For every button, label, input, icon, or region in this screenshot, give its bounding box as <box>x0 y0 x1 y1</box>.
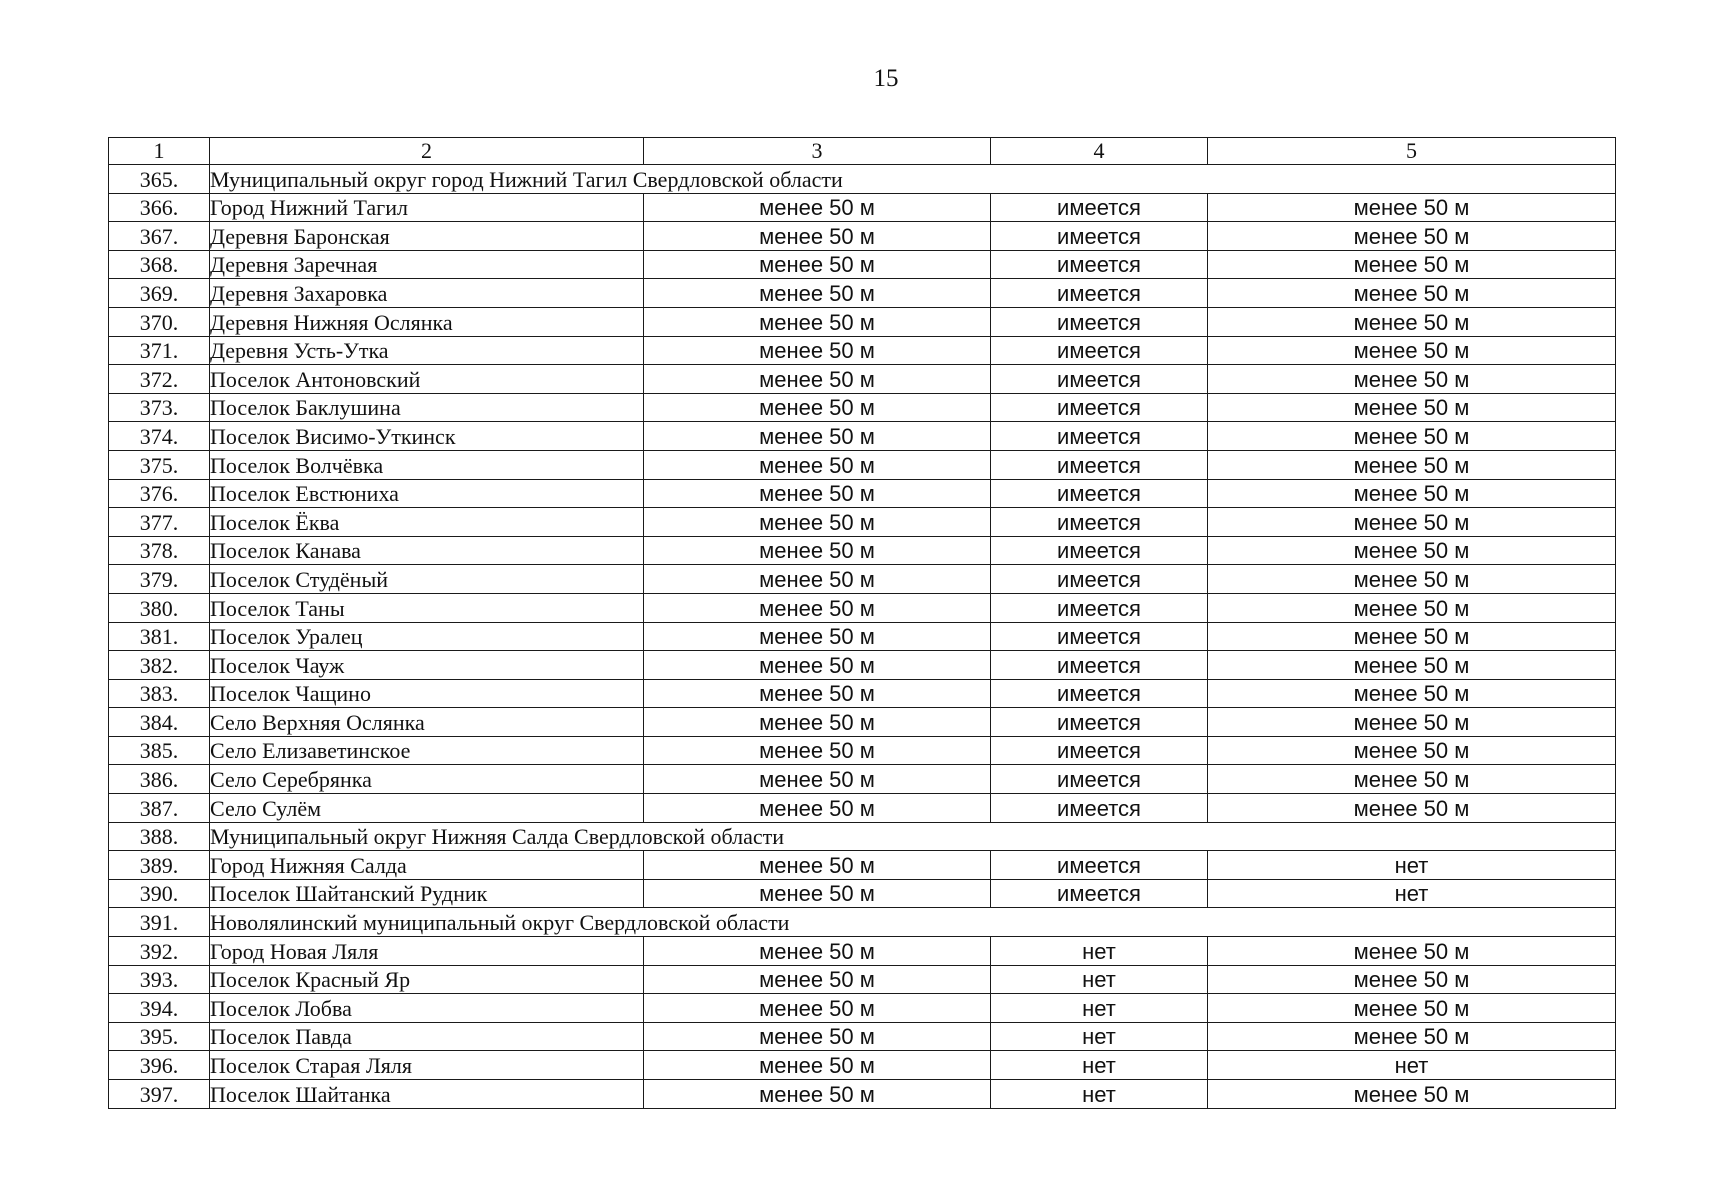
table-row <box>109 1051 1616 1080</box>
column-4-value: имеется <box>991 879 1208 908</box>
table-row <box>109 365 1616 394</box>
column-4-value: имеется <box>991 622 1208 651</box>
column-4-value: нет <box>991 965 1208 994</box>
column-5-value: менее 50 м <box>1208 622 1616 651</box>
column-4-value: имеется <box>991 794 1208 823</box>
section-row <box>109 165 1616 194</box>
column-4-value: имеется <box>991 307 1208 336</box>
row-number: 384. <box>109 708 210 737</box>
column-4-value: имеется <box>991 851 1208 880</box>
settlement-name: Поселок Павда <box>210 1022 644 1051</box>
table-row <box>109 879 1616 908</box>
column-header: 1 <box>109 138 210 165</box>
column-3-value: менее 50 м <box>644 879 991 908</box>
column-4-value: имеется <box>991 365 1208 394</box>
column-3-value: менее 50 м <box>644 250 991 279</box>
table-row <box>109 622 1616 651</box>
column-4-value: имеется <box>991 565 1208 594</box>
column-4-value: нет <box>991 1080 1208 1109</box>
column-5-value: менее 50 м <box>1208 965 1616 994</box>
row-number: 392. <box>109 937 210 966</box>
row-number: 371. <box>109 336 210 365</box>
settlement-name: Село Сулём <box>210 794 644 823</box>
column-3-value: менее 50 м <box>644 736 991 765</box>
settlement-name: Поселок Красный Яр <box>210 965 644 994</box>
row-number: 380. <box>109 593 210 622</box>
settlement-name: Деревня Усть-Утка <box>210 336 644 365</box>
row-number: 388. <box>109 822 210 851</box>
column-5-value: нет <box>1208 879 1616 908</box>
row-number: 369. <box>109 279 210 308</box>
column-3-value: менее 50 м <box>644 565 991 594</box>
settlement-name: Поселок Студёный <box>210 565 644 594</box>
table-row <box>109 593 1616 622</box>
column-3-value: менее 50 м <box>644 393 991 422</box>
column-header: 4 <box>991 138 1208 165</box>
section-title: Муниципальный округ город Нижний Тагил Свердловской области <box>210 165 1616 194</box>
column-5-value: менее 50 м <box>1208 651 1616 680</box>
settlement-name: Город Нижний Тагил <box>210 193 644 222</box>
column-4-value: имеется <box>991 279 1208 308</box>
settlement-name: Поселок Шайтанка <box>210 1080 644 1109</box>
table-row <box>109 736 1616 765</box>
column-5-value: менее 50 м <box>1208 393 1616 422</box>
column-4-value: имеется <box>991 193 1208 222</box>
column-3-value: менее 50 м <box>644 794 991 823</box>
row-number: 373. <box>109 393 210 422</box>
column-5-value: менее 50 м <box>1208 679 1616 708</box>
column-4-value: имеется <box>991 222 1208 251</box>
settlement-name: Деревня Заречная <box>210 250 644 279</box>
column-3-value: менее 50 м <box>644 851 991 880</box>
settlement-name: Поселок Шайтанский Рудник <box>210 879 644 908</box>
column-4-value: нет <box>991 1022 1208 1051</box>
column-5-value: менее 50 м <box>1208 1080 1616 1109</box>
settlement-name: Поселок Старая Ляля <box>210 1051 644 1080</box>
settlement-name: Поселок Канава <box>210 536 644 565</box>
column-5-value: менее 50 м <box>1208 479 1616 508</box>
settlement-name: Поселок Таны <box>210 593 644 622</box>
row-number: 397. <box>109 1080 210 1109</box>
column-5-value: менее 50 м <box>1208 307 1616 336</box>
table-row <box>109 279 1616 308</box>
column-3-value: менее 50 м <box>644 679 991 708</box>
table-row <box>109 994 1616 1023</box>
column-5-value: менее 50 м <box>1208 736 1616 765</box>
column-4-value: имеется <box>991 508 1208 537</box>
row-number: 379. <box>109 565 210 594</box>
section-row <box>109 822 1616 851</box>
table-row <box>109 1022 1616 1051</box>
table-row <box>109 851 1616 880</box>
column-4-value: имеется <box>991 736 1208 765</box>
row-number: 395. <box>109 1022 210 1051</box>
settlement-name: Поселок Чауж <box>210 651 644 680</box>
row-number: 368. <box>109 250 210 279</box>
table-row <box>109 565 1616 594</box>
column-5-value: менее 50 м <box>1208 193 1616 222</box>
table-row <box>109 1080 1616 1109</box>
column-3-value: менее 50 м <box>644 222 991 251</box>
column-4-value: нет <box>991 937 1208 966</box>
table-row <box>109 393 1616 422</box>
row-number: 385. <box>109 736 210 765</box>
row-number: 366. <box>109 193 210 222</box>
row-number: 372. <box>109 365 210 394</box>
column-4-value: имеется <box>991 765 1208 794</box>
column-3-value: менее 50 м <box>644 622 991 651</box>
settlement-name: Поселок Ёква <box>210 508 644 537</box>
section-row <box>109 908 1616 937</box>
column-3-value: менее 50 м <box>644 1022 991 1051</box>
column-3-value: менее 50 м <box>644 422 991 451</box>
column-3-value: менее 50 м <box>644 994 991 1023</box>
column-3-value: менее 50 м <box>644 1051 991 1080</box>
column-4-value: имеется <box>991 536 1208 565</box>
column-4-value: имеется <box>991 422 1208 451</box>
column-4-value: имеется <box>991 708 1208 737</box>
column-4-value: имеется <box>991 250 1208 279</box>
table-row <box>109 307 1616 336</box>
column-5-value: менее 50 м <box>1208 422 1616 451</box>
column-5-value: нет <box>1208 1051 1616 1080</box>
settlement-name: Поселок Лобва <box>210 994 644 1023</box>
row-number: 378. <box>109 536 210 565</box>
section-title: Новолялинский муниципальный округ Свердловской области <box>210 908 1616 937</box>
table-row <box>109 651 1616 680</box>
column-5-value: менее 50 м <box>1208 765 1616 794</box>
column-3-value: менее 50 м <box>644 336 991 365</box>
column-5-value: менее 50 м <box>1208 250 1616 279</box>
column-5-value: менее 50 м <box>1208 593 1616 622</box>
table-row <box>109 536 1616 565</box>
settlement-name: Деревня Захаровка <box>210 279 644 308</box>
settlement-name: Поселок Волчёвка <box>210 450 644 479</box>
column-5-value: менее 50 м <box>1208 994 1616 1023</box>
column-4-value: имеется <box>991 336 1208 365</box>
row-number: 376. <box>109 479 210 508</box>
column-3-value: менее 50 м <box>644 965 991 994</box>
table-body <box>109 165 1616 1109</box>
row-number: 386. <box>109 765 210 794</box>
table-header-row <box>109 138 1616 165</box>
row-number: 381. <box>109 622 210 651</box>
column-4-value: нет <box>991 994 1208 1023</box>
column-3-value: менее 50 м <box>644 450 991 479</box>
column-4-value: имеется <box>991 679 1208 708</box>
table-row <box>109 193 1616 222</box>
column-3-value: менее 50 м <box>644 479 991 508</box>
row-number: 367. <box>109 222 210 251</box>
settlement-name: Поселок Чащино <box>210 679 644 708</box>
row-number: 377. <box>109 508 210 537</box>
table-row <box>109 422 1616 451</box>
row-number: 387. <box>109 794 210 823</box>
column-4-value: имеется <box>991 593 1208 622</box>
data-table <box>108 137 1616 1109</box>
column-5-value: менее 50 м <box>1208 279 1616 308</box>
column-4-value: имеется <box>991 393 1208 422</box>
table-row <box>109 250 1616 279</box>
row-number: 370. <box>109 307 210 336</box>
row-number: 394. <box>109 994 210 1023</box>
row-number: 389. <box>109 851 210 880</box>
settlement-name: Деревня Баронская <box>210 222 644 251</box>
row-number: 374. <box>109 422 210 451</box>
column-3-value: менее 50 м <box>644 508 991 537</box>
settlement-name: Поселок Висимо-Уткинск <box>210 422 644 451</box>
column-3-value: менее 50 м <box>644 937 991 966</box>
column-4-value: нет <box>991 1051 1208 1080</box>
settlement-name: Село Верхняя Ослянка <box>210 708 644 737</box>
table-row <box>109 450 1616 479</box>
settlement-name: Поселок Уралец <box>210 622 644 651</box>
table-row <box>109 794 1616 823</box>
column-3-value: менее 50 м <box>644 765 991 794</box>
column-5-value: менее 50 м <box>1208 794 1616 823</box>
settlement-name: Село Серебрянка <box>210 765 644 794</box>
column-4-value: имеется <box>991 450 1208 479</box>
settlement-name: Город Нижняя Салда <box>210 851 644 880</box>
column-4-value: имеется <box>991 651 1208 680</box>
column-5-value: менее 50 м <box>1208 708 1616 737</box>
table-row <box>109 508 1616 537</box>
column-5-value: менее 50 м <box>1208 508 1616 537</box>
column-3-value: менее 50 м <box>644 651 991 680</box>
column-3-value: менее 50 м <box>644 307 991 336</box>
row-number: 393. <box>109 965 210 994</box>
column-5-value: менее 50 м <box>1208 222 1616 251</box>
column-5-value: нет <box>1208 851 1616 880</box>
settlement-name: Деревня Нижняя Ослянка <box>210 307 644 336</box>
table-row <box>109 222 1616 251</box>
table-row <box>109 965 1616 994</box>
column-5-value: менее 50 м <box>1208 365 1616 394</box>
column-3-value: менее 50 м <box>644 708 991 737</box>
table-row <box>109 937 1616 966</box>
column-4-value: имеется <box>991 479 1208 508</box>
column-header: 2 <box>210 138 644 165</box>
column-3-value: менее 50 м <box>644 593 991 622</box>
row-number: 383. <box>109 679 210 708</box>
table-row <box>109 765 1616 794</box>
settlement-name: Город Новая Ляля <box>210 937 644 966</box>
page-number: 15 <box>873 65 899 92</box>
column-3-value: менее 50 м <box>644 365 991 394</box>
settlement-name: Поселок Евстюниха <box>210 479 644 508</box>
column-3-value: менее 50 м <box>644 279 991 308</box>
column-5-value: менее 50 м <box>1208 565 1616 594</box>
column-3-value: менее 50 м <box>644 1080 991 1109</box>
column-header: 3 <box>644 138 991 165</box>
column-5-value: менее 50 м <box>1208 937 1616 966</box>
row-number: 382. <box>109 651 210 680</box>
table-row <box>109 708 1616 737</box>
row-number: 375. <box>109 450 210 479</box>
column-5-value: менее 50 м <box>1208 450 1616 479</box>
row-number: 390. <box>109 879 210 908</box>
settlement-name: Село Елизаветинское <box>210 736 644 765</box>
row-number: 365. <box>109 165 210 194</box>
table-row <box>109 479 1616 508</box>
row-number: 391. <box>109 908 210 937</box>
column-header: 5 <box>1208 138 1616 165</box>
column-5-value: менее 50 м <box>1208 536 1616 565</box>
section-title: Муниципальный округ Нижняя Салда Свердловской области <box>210 822 1616 851</box>
table-row <box>109 679 1616 708</box>
settlement-name: Поселок Баклушина <box>210 393 644 422</box>
column-5-value: менее 50 м <box>1208 1022 1616 1051</box>
column-5-value: менее 50 м <box>1208 336 1616 365</box>
table-row <box>109 336 1616 365</box>
column-3-value: менее 50 м <box>644 193 991 222</box>
column-3-value: менее 50 м <box>644 536 991 565</box>
row-number: 396. <box>109 1051 210 1080</box>
settlement-name: Поселок Антоновский <box>210 365 644 394</box>
